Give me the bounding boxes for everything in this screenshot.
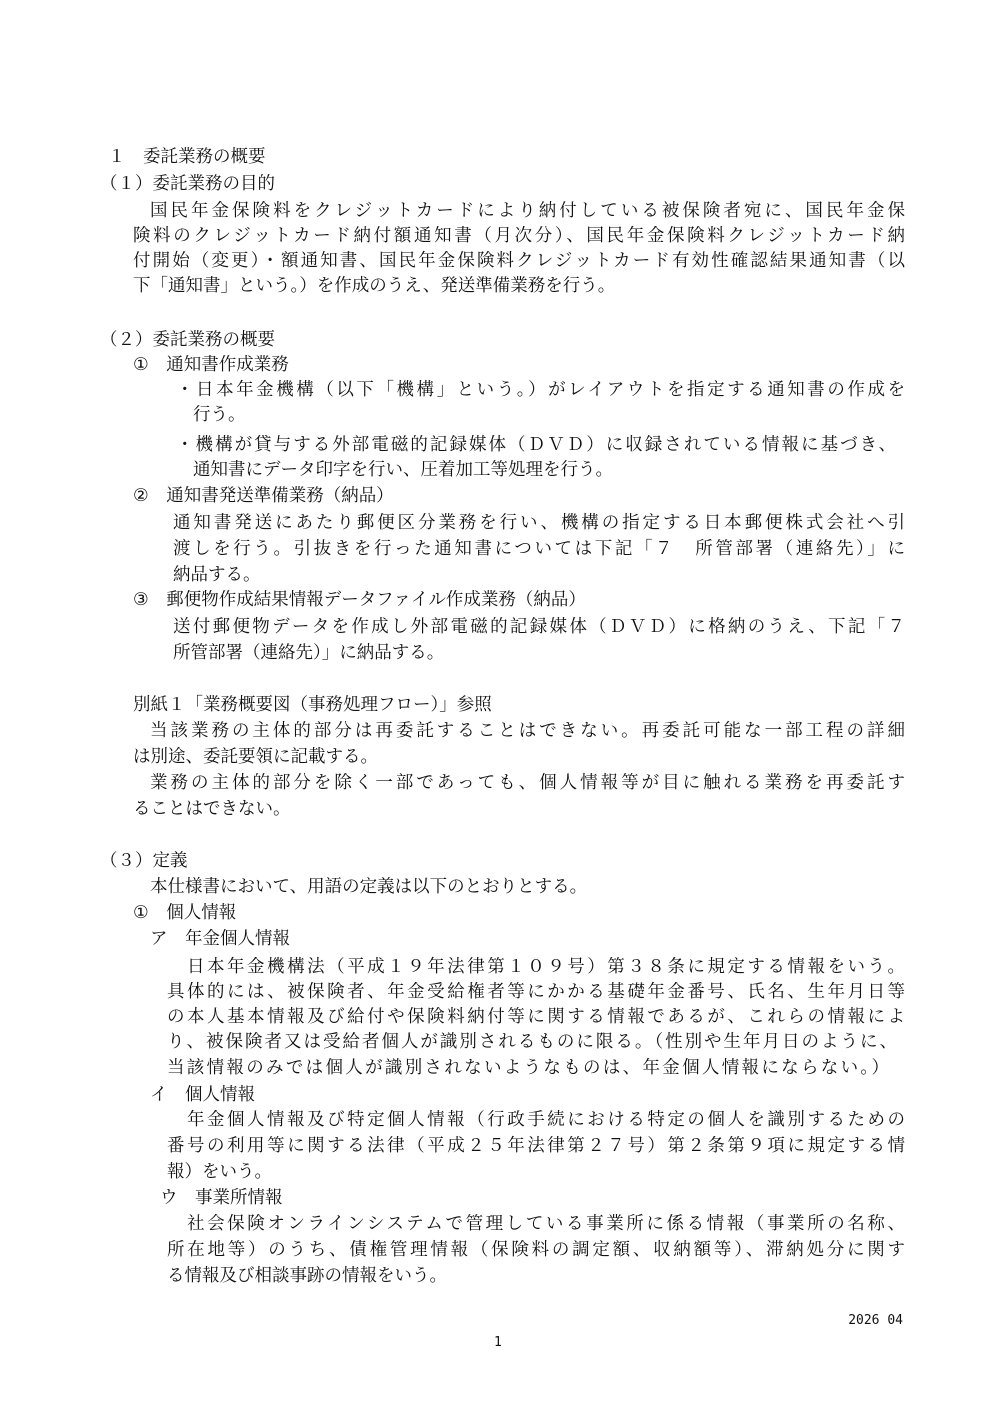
definitions-intro: 本仕様書において、用語の定義は以下のとおりとする。 [150, 877, 588, 897]
item-title-2: ② 通知書発送準備業務（納品） [133, 486, 394, 506]
paragraph-line: 下「通知書」という。）を作成のうえ、発送準備業務を行う。 [133, 276, 616, 296]
page-number: 1 [494, 1335, 502, 1350]
bullet-line: ・機構が貸与する外部電磁的記録媒体（ＤＶＤ）に収録されている情報に基づき、 [176, 435, 896, 455]
reference-note: 別紙１「業務概要図（事務処理フロー）」参照 [133, 695, 492, 715]
paragraph-line: の本人基本情報及び給付や保険料納付等に関する情報であるが、これらの情報によ [167, 1007, 905, 1027]
paragraph-line: 所管部署（連絡先）」に納品する。 [173, 643, 445, 663]
paragraph-line: 年金個人情報及び特定個人情報（行政手続における特定の個人を識別するための [187, 1110, 905, 1130]
paragraph-line: 業務の主体的部分を除く一部であっても、個人情報等が目に触れる業務を再委託す [150, 773, 905, 793]
bullet-line: ・日本年金機構（以下「機構」という。）がレイアウトを指定する通知書の作成を [176, 380, 905, 400]
paragraph-line: 険料のクレジットカード納付額通知書（月次分）、国民年金保険料クレジットカード納 [133, 226, 905, 246]
subsection-heading-purpose: （１）委託業務の目的 [100, 174, 275, 194]
paragraph-line: 社会保険オンラインシステムで管理している事業所に係る情報（事業所の名称、 [187, 1214, 905, 1234]
subitem-title-i: イ 個人情報 [150, 1085, 255, 1105]
subitem-title-a: ア 年金個人情報 [150, 929, 290, 949]
item-title-1: ① 通知書作成業務 [133, 355, 289, 375]
paragraph-line: 国民年金保険料をクレジットカードにより納付している被保険者宛に、国民年金保 [150, 201, 905, 221]
bullet-line: 行う。 [193, 405, 246, 425]
paragraph-line: 日本年金機構法（平成１９年法律第１０９号）第３８条に規定する情報をいう。 [187, 957, 905, 977]
paragraph-line: 報）をいう。 [167, 1162, 272, 1182]
paragraph-line: 具体的には、被保険者、年金受給権者等にかかる基礎年金番号、氏名、生年月日等 [167, 982, 905, 1002]
paragraph-line: る情報及び相談事跡の情報をいう。 [167, 1266, 447, 1286]
paragraph-line: 渡しを行う。引抜きを行った通知書については下記「７ 所管部署（連絡先）」に [173, 539, 905, 559]
paragraph-line: 通知書発送にあたり郵便区分業務を行い、機構の指定する日本郵便株式会社へ引 [173, 513, 905, 533]
paragraph-line: 当該業務の主体的部分は再委託することはできない。再委託可能な一部工程の詳細 [150, 721, 905, 741]
paragraph-line: 付開始（変更）・額通知書、国民年金保険料クレジットカード有効性確認結果通知書（以 [133, 251, 905, 271]
paragraph-line: は別途、委託要領に記載する。 [133, 747, 378, 767]
paragraph-line: 番号の利用等に関する法律（平成２５年法律第２７号）第２条第９項に規定する情 [167, 1136, 905, 1156]
paragraph-line: 送付郵便物データを作成し外部電磁的記録媒体（ＤＶＤ）に格納のうえ、下記「７ [173, 617, 905, 637]
subitem-title-u: ウ 事業所情報 [160, 1188, 283, 1208]
bullet-line: 通知書にデータ印字を行い、圧着加工等処理を行う。 [193, 460, 613, 480]
section-heading: １ 委託業務の概要 [108, 147, 266, 167]
paragraph-line: り、被保険者又は受給者個人が識別されるものに限る。（性別や生年月日のように、 [167, 1032, 897, 1052]
subsection-heading-overview: （２）委託業務の概要 [100, 330, 275, 350]
paragraph-line: 当該情報のみでは個人が識別されないようなものは、年金個人情報にならない。） [167, 1058, 889, 1078]
item-title-personal-info: ① 個人情報 [133, 903, 237, 923]
item-title-3: ③ 郵便物作成結果情報データファイル作成業務（納品） [133, 590, 586, 610]
footer-date-code: 2026 04 [848, 1313, 903, 1328]
paragraph-line: 所在地等）のうち、債権管理情報（保険料の調定額、収納額等）、滞納処分に関す [167, 1240, 905, 1260]
paragraph-line: ることはできない。 [133, 799, 291, 819]
paragraph-line: 納品する。 [173, 565, 261, 585]
subsection-heading-definitions: （３）定義 [100, 851, 188, 871]
